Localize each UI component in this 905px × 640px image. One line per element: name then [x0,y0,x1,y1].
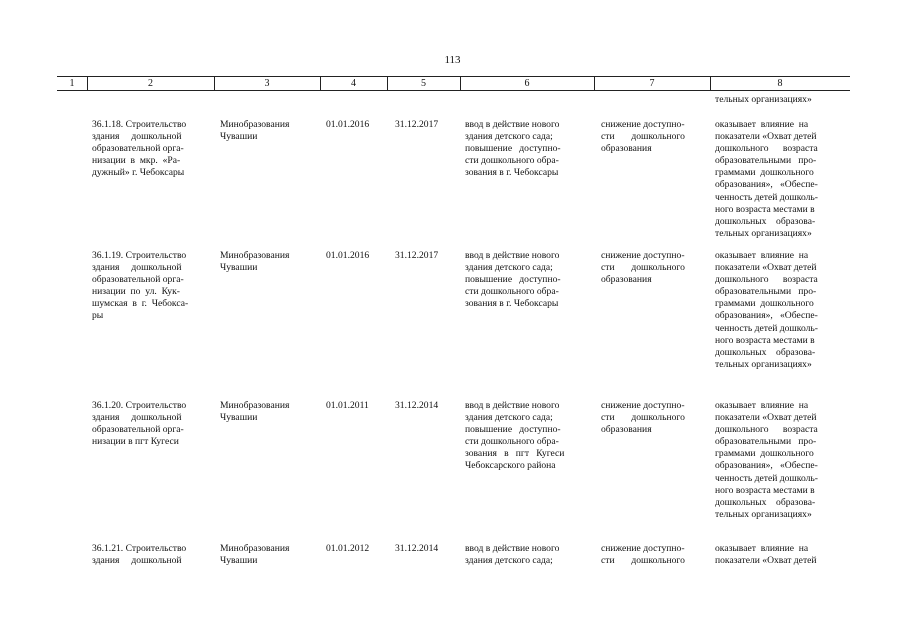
object-name-cell: 36.1.18. Строительство здания дошкольной образовательной орга- низации в мкр. «Ра- дужный» г. Чебоксары [92,119,187,179]
executor-cell: Минобразования Чувашии [220,250,290,274]
start-date-cell: 01.01.2016 [326,119,370,130]
page-number: 113 [444,54,461,66]
consequence-cell: снижение доступно- сти дошкольного образования [601,119,685,155]
end-date-cell: 31.12.2017 [395,250,439,261]
continuation-text: тельных организациях» [715,94,812,105]
goal-cell: ввод в действие нового здания детского сада; [465,543,560,567]
object-name-cell: 36.1.19. Строительство здания дошкольной образовательной орга- низации по ул. Кук- шумская в г. Чебокса- ры [92,250,189,322]
header-bottom-rule [57,90,850,91]
consequence-cell: снижение доступно- сти дошкольного образования [601,400,685,436]
executor-cell: Минобразования Чувашии [220,119,290,143]
indicator-cell: оказывает влияние на показатели «Охват детей [715,543,817,567]
header-top-rule [57,76,850,77]
goal-cell: ввод в действие нового здания детского сада; повышение доступно- сти дошкольного обра- зования в г. Чебоксары [465,250,561,310]
goal-cell: ввод в действие нового здания детского сада; повышение доступно- сти дошкольного обра- зования в пгт Кугеси Чебоксарского района [465,400,565,472]
column-header: 6 [524,78,530,89]
object-name-cell: 36.1.21. Строительство здания дошкольной [92,543,187,567]
consequence-cell: снижение доступно- сти дошкольного [601,543,685,567]
start-date-cell: 01.01.2011 [326,400,369,411]
start-date-cell: 01.01.2012 [326,543,370,554]
column-header: 4 [351,78,356,89]
end-date-cell: 31.12.2017 [395,119,439,130]
end-date-cell: 31.12.2014 [395,400,439,411]
column-header: 8 [777,78,783,89]
indicator-cell: оказывает влияние на показатели «Охват детей дошкольного возраста образовательными про- граммами дошкольного образования», «Обеспе- ченность детей дошколь- ного возраста местами в дошкольных образова- тельных организациях» [715,250,819,370]
indicator-cell: оказывает влияние на показатели «Охват детей дошкольного возраста образовательными про- граммами дошкольного образования», «Обеспе- ченность детей дошколь- ного возраста местами в дошкольных образова- тельных организациях» [715,400,819,520]
goal-cell: ввод в действие нового здания детского сада; повышение доступно- сти дошкольного обра- зования в г. Чебоксары [465,119,561,179]
column-header: 2 [148,78,153,89]
consequence-cell: снижение доступно- сти дошкольного образования [601,250,685,286]
executor-cell: Минобразования Чувашии [220,400,290,424]
indicator-cell: оказывает влияние на показатели «Охват детей дошкольного возраста образовательными про- граммами дошкольного образования», «Обеспе- ченность детей дошколь- ного возраста местами в дошкольных образова- тельных организациях» [715,119,819,239]
column-header: 7 [649,78,655,89]
start-date-cell: 01.01.2016 [326,250,370,261]
column-header: 3 [264,78,270,89]
column-header: 5 [421,78,426,89]
column-header: 1 [69,78,75,89]
object-name-cell: 36.1.20. Строительство здания дошкольной образовательной орга- низации в пгт Кугеси [92,400,187,448]
executor-cell: Минобразования Чувашии [220,543,290,567]
end-date-cell: 31.12.2014 [395,543,439,554]
